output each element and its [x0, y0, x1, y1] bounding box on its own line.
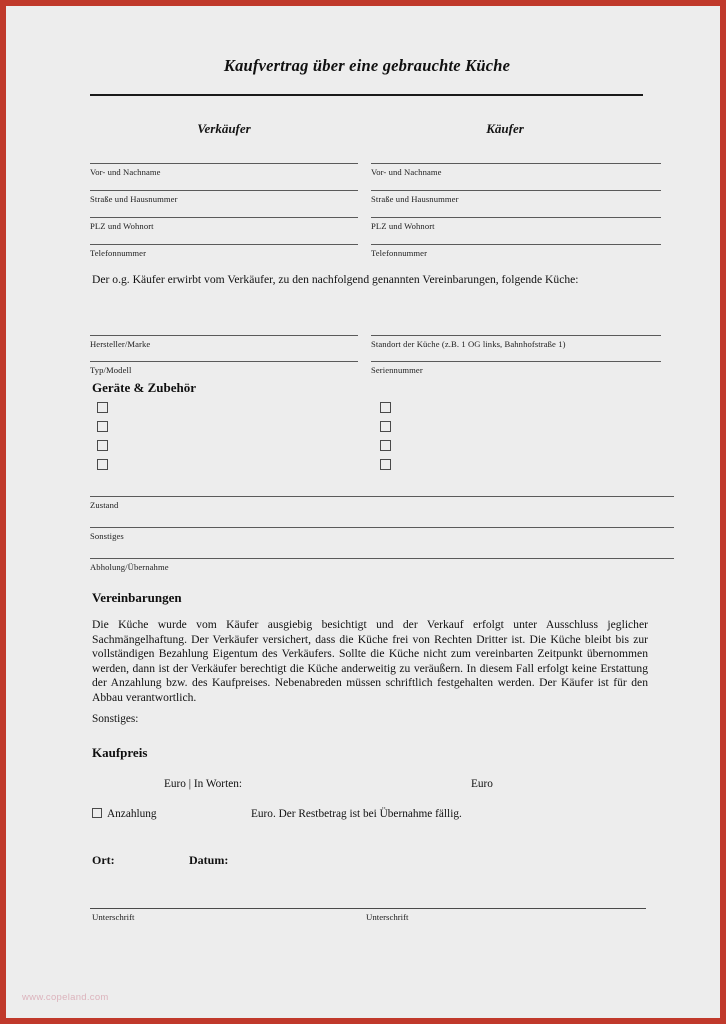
agreements-body: Die Küche wurde vom Käufer ausgiebig besichtigt und der Verkauf erfolgt unter Ausschluss jeglicher Sachmängelhaftung. Der Verkäufer versichert, dass die Küche frei von Rechten Dritter ist. Die Küche bleibt bis zur vollständigen Bezahlung Eigentum des Verkäufers. Sollte die Küche nicht zum vereinbarten Zeitpunkt übernommen werden, dann ist der Verkäufer berechtigt die Küche anderweitig zu veräußern. In diesem Fall erfolgt keine Erstattung der Anzahlung bzw. des Kaufpreises. Nebenabreden müssen schriftlich festgehalten werden. Der Käufer ist für den Abbau verantwortlich. [92, 618, 648, 704]
pickup-field[interactable] [90, 558, 674, 572]
buyer-phone-label: Telefonnummer [371, 248, 428, 258]
downpayment-label: Anzahlung [107, 808, 157, 820]
downpayment-row [92, 808, 157, 820]
site-watermark: www.copeland.com [22, 992, 109, 1003]
serial-field[interactable] [371, 361, 661, 375]
buyer-signature-label: Unterschrift [366, 912, 409, 922]
buyer-street-label: Straße und Hausnummer [371, 194, 459, 204]
buyer-name-label: Vor- und Nachname [371, 167, 442, 177]
seller-street-field[interactable] [90, 190, 358, 204]
seller-name-field[interactable] [90, 163, 358, 177]
model-label: Typ/Modell [90, 365, 132, 375]
page-title: Kaufvertrag über eine gebrauchte Küche [223, 56, 511, 75]
seller-phone-label: Telefonnummer [90, 248, 147, 258]
price-heading: Kaufpreis [92, 745, 148, 760]
manufacturer-label: Hersteller/Marke [90, 339, 151, 349]
seller-signature-label: Unterschrift [92, 912, 135, 922]
remainder-text: Euro. Der Restbetrag ist bei Übernahme fällig. [251, 808, 462, 820]
seller-city-label: PLZ und Wohnort [90, 221, 154, 231]
appliance-checkbox-left-1[interactable] [97, 402, 108, 413]
signature-divider [90, 908, 646, 909]
seller-phone-field[interactable] [90, 244, 358, 258]
kitchen-location-field[interactable] [371, 335, 661, 349]
appliance-checkbox-right-1[interactable] [380, 402, 391, 413]
other-details-label: Sonstiges [90, 531, 124, 541]
appliance-checkbox-right-4[interactable] [380, 459, 391, 470]
agreements-heading: Vereinbarungen [92, 590, 182, 605]
buyer-city-label: PLZ und Wohnort [371, 221, 435, 231]
buyer-street-field[interactable] [371, 190, 661, 204]
appliance-checkbox-left-4[interactable] [97, 459, 108, 470]
model-field[interactable] [90, 361, 358, 375]
document-content [84, 6, 674, 1018]
buyer-city-field[interactable] [371, 217, 661, 231]
place-label: Ort: [92, 853, 115, 867]
serial-label: Seriennummer [371, 365, 423, 375]
appliance-checkbox-left-3[interactable] [97, 440, 108, 451]
seller-heading: Verkäufer [197, 121, 251, 136]
seller-street-label: Straße und Hausnummer [90, 194, 178, 204]
paper-sheet [6, 6, 720, 1018]
appliance-checkbox-right-3[interactable] [380, 440, 391, 451]
intro-paragraph: Der o.g. Käufer erwirbt vom Verkäufer, zu den nachfolgend genannten Vereinbarungen, folgende Küche: [92, 273, 579, 286]
seller-name-label: Vor- und Nachname [90, 167, 161, 177]
kitchen-location-label: Standort der Küche (z.B. 1 OG links, Bahnhofstraße 1) [371, 339, 566, 349]
euro-in-words-label: Euro | In Worten: [164, 778, 243, 790]
condition-label: Zustand [90, 500, 119, 510]
manufacturer-field[interactable] [90, 335, 358, 349]
buyer-heading: Käufer [486, 121, 524, 136]
appliance-checkbox-left-2[interactable] [97, 421, 108, 432]
pickup-label: Abholung/Übernahme [90, 562, 169, 572]
seller-city-field[interactable] [90, 217, 358, 231]
agreements-other-label: Sonstiges: [92, 713, 139, 725]
buyer-name-field[interactable] [371, 163, 661, 177]
appliances-heading: Geräte & Zubehör [92, 380, 196, 395]
title-divider [90, 94, 643, 96]
buyer-phone-field[interactable] [371, 244, 661, 258]
condition-field[interactable] [90, 496, 674, 510]
appliance-checkbox-right-2[interactable] [380, 421, 391, 432]
other-details-field[interactable] [90, 527, 674, 541]
date-label: Datum: [189, 853, 229, 867]
euro-label: Euro [471, 778, 493, 790]
downpayment-checkbox[interactable] [92, 808, 102, 818]
